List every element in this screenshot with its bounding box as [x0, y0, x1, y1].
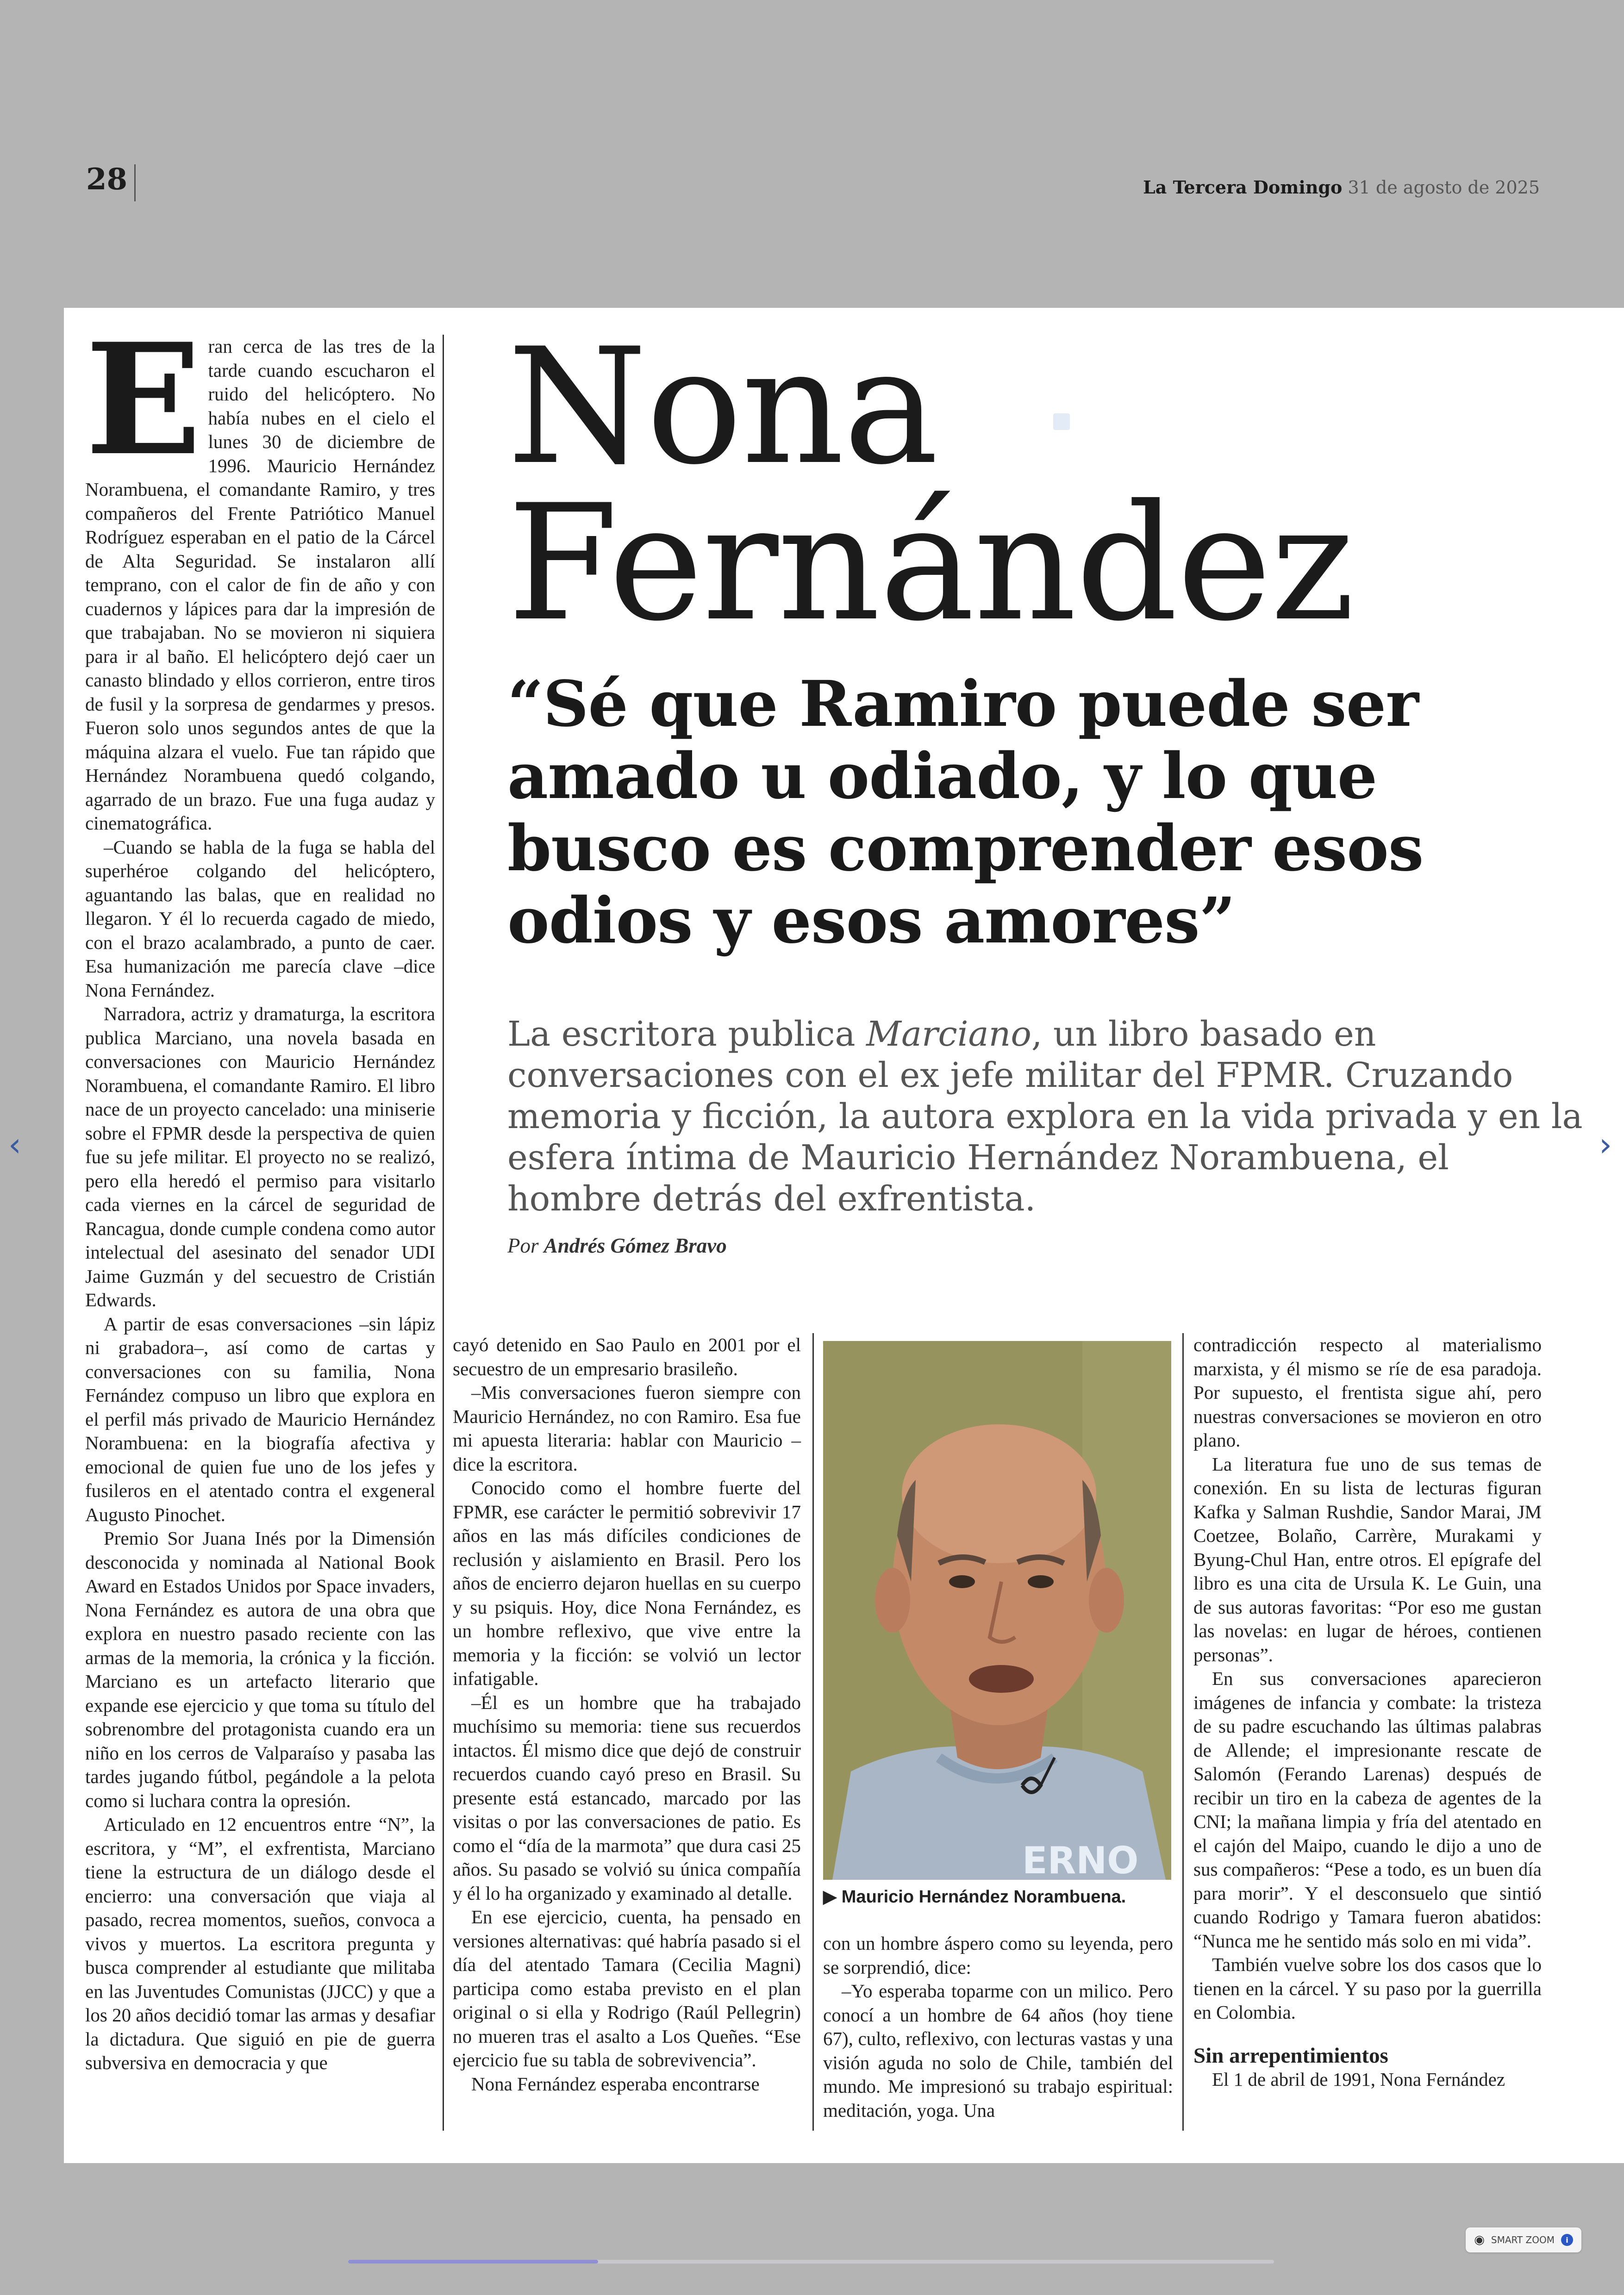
headline-last-name: Fernández	[507, 471, 1354, 656]
byline-prefix: Por	[507, 1234, 544, 1257]
portrait-photo	[823, 1341, 1171, 1880]
paragraph: –Cuando se habla de la fuga se habla del superhéroe colgando del helicóptero, aguantando las balas, que en realidad no llegaron. Y él lo recuerda cagado de miedo, con el brazo acalambrado, a punto de caer. Esa humanización me parecía clave –dice Nona Fernández.	[85, 836, 435, 1001]
smart-zoom-button[interactable]	[1466, 2227, 1581, 2252]
article-column-right	[1193, 1333, 1542, 2092]
reading-progress-fill	[348, 2260, 598, 2264]
page-number-divider	[134, 164, 136, 201]
paragraph: –Mis conversaciones fueron siempre con Mauricio Hernández, no con Ramiro. Esa fue mi apuesta literaria: hablar con Mauricio –dice la escritora.	[453, 1382, 801, 1475]
portrait-illustration	[823, 1341, 1171, 1880]
article-column-under-photo	[823, 1932, 1173, 2122]
article-column-left	[85, 310, 435, 2075]
section-heading: Sin arrepentimientos	[1193, 2043, 1388, 2068]
paragraph: La literatura fue uno de sus temas de conexión. En su lista de lecturas figuran Kafka y Salman Rushdie, Sandor Marai, JM Coetzee, Bolaño, Carrère, Murakami y Byung-Chul Han, entre otros. El epígrafe del libro es una cita de Ursula K. Le Guin, una de sus autoras favoritas: “Por eso me gustan las novelas: en lugar de héroes, contienen personas”.	[1193, 1453, 1542, 1665]
dek-text: La escritora publica	[507, 1014, 867, 1054]
article-column-middle	[453, 1333, 801, 2096]
paragraph: Articulado en 12 encuentros entre “N”, la escritora, y “M”, el exfrentista, Marciano tiene la estructura de un diálogo desde el encierro: una conversación que viaja al pasado, recrea momentos, sueños, convoca a vivos y muertos. La escritora pregunta y busca comprender al estudiante que militaba en las Juventudes Comunistas (JJCC) y que a los 20 años decidió tomar las armas y desafiar la dictadura. Que siguió en pie de guerra subversiva en democracia y que	[85, 1814, 435, 2073]
shirt-text: ERNO	[1022, 1839, 1139, 1880]
paragraph: contradicción respecto al materialismo marxista, y él mismo se ríe de esa paradoja. Por supuesto, el frentista sigue ahí, pero nuestras conversaciones se movieron en otro plano.	[1193, 1334, 1542, 1451]
paragraph: ran cerca de las tres de la tarde cuando escucharon el ruido del helicóptero. No había nubes en el cielo el lunes 30 de diciembre de 1996. Mauricio Hernández Norambuena, el comandante Ramiro, y tres compañeros del Frente Patriótico Manuel Rodríguez esperaban en el patio de la Cárcel de Alta Seguridad. Se instalaron allí temprano, con el calor de fin de año y con cuadernos y lápices para dar la impresión de que trabajaban. No se movieron ni siquiera para ir al baño. El helicóptero dejó caer un canasto blindado y ellos corrieron, entre tiros de fusil y la sorpresa de gendarmes y presos. Fueron solo unos segundos antes de que la máquina alzara el vuelo. Fue tan rápido que Hernández Norambuena quedó colgando, agarrado de un brazo. Fue una fuga audaz y cinematográfica.	[85, 336, 435, 834]
eye-icon: ◉	[1474, 2233, 1485, 2247]
masthead-paper: La Tercera Domingo	[1143, 177, 1343, 198]
paragraph: A partir de esas conversaciones –sin lápiz ni grabadora–, así como de cartas y conversaciones con su familia, Nona Fernández compuso un libro que explora en el perfil más privado de Mauricio Hernández Norambuena: en la biografía afectiva y emocional de quien fue uno de los jefes y fusileros en el atentado contra el exgeneral Augusto Pinochet.	[85, 1313, 435, 1525]
paragraph: También vuelve sobre los dos casos que lo tienen en la cárcel. Y su paso por la guerrilla en Colombia.	[1193, 1954, 1542, 2023]
masthead-date: 31 de agosto de 2025	[1348, 177, 1540, 198]
paragraph: cayó detenido en Sao Paulo en 2001 por el secuestro de un empresario brasileño.	[453, 1334, 801, 1379]
drop-cap: E	[85, 310, 202, 489]
byline	[507, 1234, 727, 1258]
reading-progress-bar[interactable]	[348, 2260, 1274, 2264]
page-number: 28	[86, 162, 128, 197]
paragraph: Nona Fernández esperaba encontrarse	[471, 2073, 760, 2095]
photo-caption: ▶ Mauricio Hernández Norambuena.	[823, 1887, 1126, 1907]
paragraph: –Yo esperaba toparme con un milico. Pero conocí a un hombre de 64 años (hoy tiene 67), culto, reflexivo, con lecturas vastas y una visión aguda no solo de Chile, también del mundo. Me impresionó su trabajo espiritual: meditación, yoga. Una	[823, 1980, 1173, 2121]
marker-icon	[1053, 413, 1070, 430]
headline-first-name: Nona	[507, 314, 938, 500]
newspaper-page	[64, 308, 1624, 2163]
chevron-right-icon[interactable]: ›	[1599, 1126, 1612, 1164]
paragraph: En sus conversaciones aparecieron imágenes de infancia y combate: la tristeza de su padre escuchando las últimas palabras de Allende; el impresionante rescate de Salomón (Ferando Larenas) después de recibir un tiro en la cabeza de agentes de la CNI; la mañana limpia y fría del atentado en el cajón del Maipo, cuando le dijo a uno de sus compañeros: “Pese a todo, es un buen día para morir”. Y el desconsuelo que sintió cuando Rodrigo y Tamara fueron abatidos: “Nunca me he sentido más solo en mi vida”.	[1193, 1668, 1542, 1952]
byline-author: Andrés Gómez Bravo	[543, 1234, 727, 1257]
column-divider	[1182, 1333, 1184, 2131]
column-divider	[443, 335, 444, 2131]
dek-text: , un libro basado en conversaciones con el ex jefe militar del FPMR. Cruzando memoria y ficción, la autora explora en la vida privada y en la esfera íntima de Mauricio Hernández Norambuena, el hombre detrás del exfrentista.	[507, 1014, 1583, 1219]
paragraph: Premio Sor Juana Inés por la Dimensión desconocida y nominada al National Book Award en Estados Unidos por Space invaders, Nona Fernández es autora de una obra que explora en nuestro pasado reciente con las armas de la memoria, la crónica y la ficción. Marciano es un artefacto literario que expande ese ejercicio y que toma su título del sobrenombre del protagonista cuando era un niño en los cerros de Valparaíso y pasaba las tardes jugando fútbol, pegándole a la pelota como si luchara contra la opresión.	[85, 1528, 435, 1811]
article-dek	[507, 1014, 1586, 1220]
paragraph: –Él es un hombre que ha trabajado muchísimo su memoria: tiene sus recuerdos intactos. Él mismo dice que dejó de construir recuerdos cuando cayó preso en Brasil. Su presente está estancado, marcado por las visitas o por las conversaciones de patio. Es como el “día de la marmota” que dura casi 25 años. Su pasado se volvió su única compañía y él lo ha organizado y examinado al detalle.	[453, 1691, 801, 1904]
paragraph: El 1 de abril de 1991, Nona Fernández	[1212, 2069, 1505, 2090]
paragraph: Narradora, actriz y dramaturga, la escritora publica Marciano, una novela basada en conversaciones con Mauricio Hernández Norambuena, el comandante Ramiro. El libro nace de un proyecto cancelado: una miniserie sobre el FPMR desde la perspectiva de quien fue su jefe militar. El proyecto no se realizó, pero ella heredó el permiso para visitarlo cada viernes en la cárcel de seguridad de Rancagua, donde cumple condena como autor intelectual del asesinato del senador UDI Jaime Guzmán y del secuestro de Cristián Edwards.	[85, 1003, 435, 1310]
chevron-left-icon[interactable]: ‹	[8, 1126, 21, 1164]
paragraph: Conocido como el hombre fuerte del FPMR, ese carácter le permitió sobrevivir 17 años en las más difíciles condiciones de reclusión y aislamiento en Brasil. Pero los años de encierro dejaron huellas en su cuerpo y su psiquis. Hoy, dice Nona Fernández, es un hombre reflexivo, que vive entre la memoria y la ficción: se volvió un lector infatigable.	[453, 1477, 801, 1689]
column-divider	[812, 1333, 814, 2131]
paragraph: En ese ejercicio, cuenta, ha pensado en versiones alternativas: qué habría pasado si el día del atentado Tamara (Cecilia Magni) participa como estaba previsto en el plan original o si ella y Rodrigo (Raúl Pellegrin) no mueren tras el asalto a Los Queñes. “Ese ejercicio fue su tabla de sobrevivencia”.	[453, 1906, 801, 2070]
dek-book-title: Marciano	[866, 1014, 1031, 1054]
pull-quote: “Sé que Ramiro puede ser amado u odiado, y lo que busco es comprender esos odios y esos amores”	[507, 667, 1424, 958]
info-icon[interactable]: i	[1561, 2234, 1573, 2246]
smart-zoom-label: SMART ZOOM	[1491, 2234, 1555, 2245]
paragraph: con un hombre áspero como su leyenda, pero se sorprendió, dice:	[823, 1933, 1173, 1978]
masthead	[1143, 177, 1540, 198]
